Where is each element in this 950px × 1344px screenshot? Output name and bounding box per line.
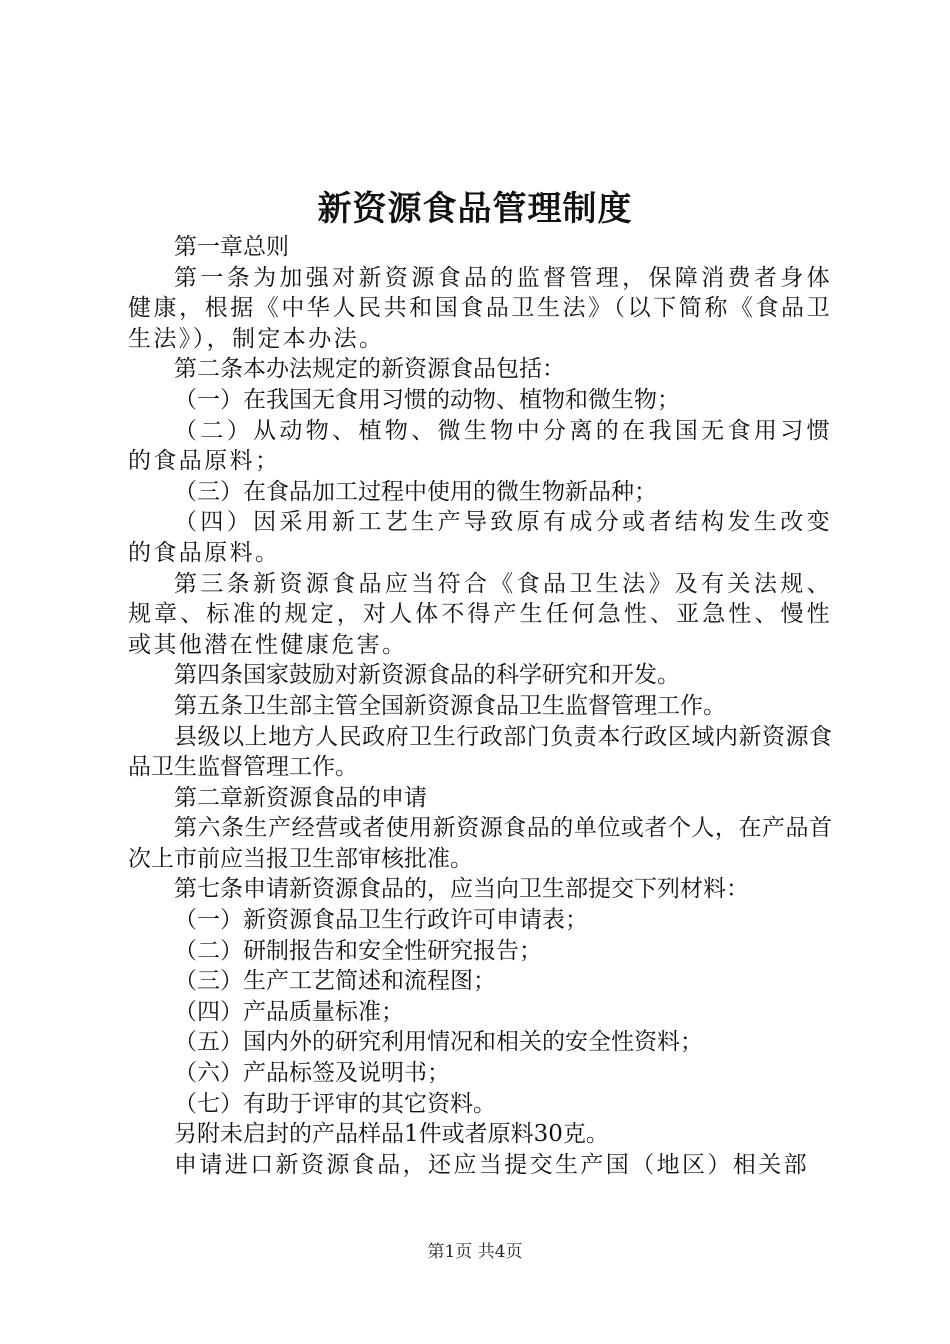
article-paragraph: 第一条为加强对新资源食品的监督管理，保障消费者身体健康，根据《中华人民共和国食品卫生法》（以下简称《食品卫生法》），制定本办法。	[128, 264, 832, 352]
document-body	[128, 232, 832, 1180]
list-item: （一）新资源食品卫生行政许可申请表；	[174, 907, 588, 934]
list-item: （五）国内外的研究利用情况和相关的安全性资料；	[174, 1029, 703, 1056]
article-paragraph: 第三条新资源食品应当符合《食品卫生法》及有关法规、规章、标准的规定，对人体不得产生任何急性、亚急性、慢性或其他潜在性健康危害。	[128, 570, 832, 658]
article-paragraph: 第六条生产经营或者使用新资源食品的单位或者个人，在产品首次上市前应当报卫生部审核批准。	[128, 815, 832, 872]
article-paragraph: 第五条卫生部主管全国新资源食品卫生监督管理工作。	[174, 692, 726, 719]
chapter-heading: 第一章总则	[174, 234, 289, 260]
document-title: 新资源食品管理制度	[317, 189, 633, 229]
list-item: （三）生产工艺简述和流程图；	[174, 968, 496, 995]
page-footer: 第1页 共4页	[427, 1242, 523, 1262]
list-item: （二）研制报告和安全性研究报告；	[174, 937, 542, 964]
list-item: （四）因采用新工艺生产导致原有成分或者结构发生改变的食品原料。	[128, 509, 832, 566]
article-paragraph: 第四条国家鼓励对新资源食品的科学研究和开发。	[174, 662, 680, 689]
article-paragraph: 申请进口新资源食品，还应当提交生产国（地区）相关部	[174, 1151, 809, 1178]
chapter-heading: 第二章新资源食品的申请	[174, 784, 427, 811]
article-paragraph: 第七条申请新资源食品的，应当向卫生部提交下列材料：	[174, 876, 749, 903]
list-item: （七）有助于评审的其它资料。	[174, 1090, 496, 1117]
article-paragraph: 县级以上地方人民政府卫生行政部门负责本行政区域内新资源食品卫生监督管理工作。	[128, 723, 832, 781]
list-item: （二）从动物、植物、微生物中分离的在我国无食用习惯的食品原料；	[128, 417, 832, 475]
article-paragraph: 另附未启封的产品样品1件或者原料30克。	[174, 1121, 609, 1148]
list-item: （三）在食品加工过程中使用的微生物新品种；	[174, 478, 657, 505]
list-item: （六）产品标签及说明书；	[174, 1060, 450, 1087]
article-paragraph: 第二条本办法规定的新资源食品包括：	[174, 356, 565, 383]
list-item: （四）产品质量标准；	[174, 998, 404, 1025]
list-item: （一）在我国无食用习惯的动物、植物和微生物；	[174, 386, 680, 413]
